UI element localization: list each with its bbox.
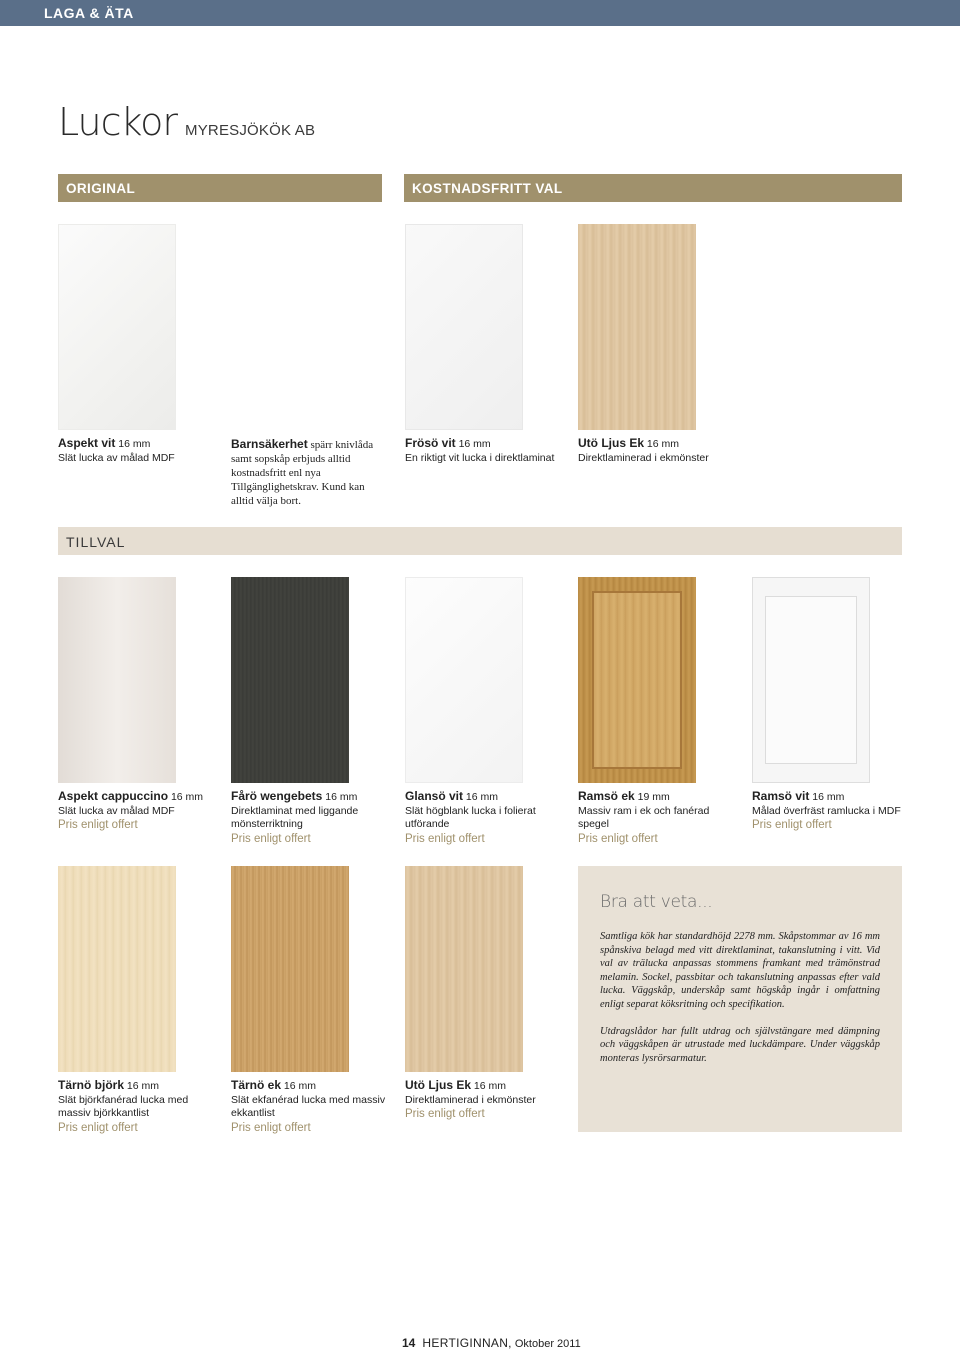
page-number: 14 <box>402 1336 416 1350</box>
door-aspekt-cappuccino <box>58 577 176 783</box>
title-company: MYRESJÖKÖK AB <box>185 122 316 139</box>
caption-tarno-ek: Tärnö ek 16 mm Slät ekfanérad lucka med massiv ekkantlist Pris enligt offert <box>231 1078 386 1134</box>
caption-aspekt-cappuccino: Aspekt cappuccino 16 mm Slät lucka av målad MDF Pris enligt offert <box>58 789 204 831</box>
caption-uto-ljus-ek-2: Utö Ljus Ek 16 mm Direktlaminerad i ekmönster Pris enligt offert <box>405 1078 536 1120</box>
info-paragraph-1: Samtliga kök har standardhöjd 2278 mm. Skåpstommar av 16 mm spånskiva belagd med vitt direktlaminat, takanslutning i vitt. Vid val av trälucka anpassas stommens framkant med trämönstrad melamin. Sockel, passbitar och takanslutning anpassas efter vald lucka. Väggskåp, underskåp samt högskåp ingår i omfattning enligt separat köksritning och specifikation. <box>600 931 880 1010</box>
caption-ramso-ek: Ramsö ek 19 mm Massiv ram i ek och fanérad spegel Pris enligt offert <box>578 789 710 845</box>
free-choice-bar: KOSTNADSFRITT VAL <box>404 174 902 202</box>
caption-froso-vit: Frösö vit 16 mm En riktigt vit lucka i direktlaminat <box>405 436 555 464</box>
caption-aspekt-vit: Aspekt vit 16 mm Slät lucka av målad MDF <box>58 436 175 464</box>
door-aspekt-vit <box>58 224 176 430</box>
title-main: Luckor <box>58 100 178 144</box>
caption-ramso-vit: Ramsö vit 16 mm Målad överfräst ramlucka i MDF Pris enligt offert <box>752 789 901 831</box>
page-title <box>58 100 315 144</box>
door-ramso-vit <box>752 577 870 783</box>
issue-date: Oktober 2011 <box>511 1338 581 1350</box>
caption-uto-ljus-ek: Utö Ljus Ek 16 mm Direktlaminerad i ekmönster <box>578 436 709 464</box>
magazine-name: HERTIGINNAN, <box>422 1336 512 1350</box>
top-section-bar <box>0 0 960 26</box>
section-label: LAGA & ÄTA <box>44 5 134 21</box>
door-ramso-ek <box>578 577 696 783</box>
door-panel <box>594 593 680 767</box>
original-bar: ORIGINAL <box>58 174 382 202</box>
caption-tarno-bjork: Tärnö björk 16 mm Slät björkfanérad lucka med massiv björkkantlist Pris enligt offert <box>58 1078 189 1134</box>
door-panel <box>766 597 856 763</box>
info-heading: Bra att veta... <box>600 892 713 912</box>
door-uto-ljus-ek <box>578 224 696 430</box>
caption-barnsakerhet: Barnsäkerhet spärr knivlåda samt sopskåp erbjuds alltid kostnadsfritt enl nya Tillgänglighetskrav. Kund kan alltid välja bort. <box>231 437 374 507</box>
info-box <box>578 866 902 1132</box>
door-tarno-ek <box>231 866 349 1072</box>
caption-faro-wengebets: Fårö wengebets 16 mm Direktlaminat med liggande mönsterriktning Pris enligt offert <box>231 789 359 845</box>
door-uto-ljus-ek-2 <box>405 866 523 1072</box>
tillval-bar: TILLVAL <box>58 527 902 555</box>
page-footer <box>402 1336 581 1350</box>
door-froso-vit <box>405 224 523 430</box>
caption-glanso-vit: Glansö vit 16 mm Slät högblank lucka i folierat utförande Pris enligt offert <box>405 789 536 845</box>
door-tarno-bjork <box>58 866 176 1072</box>
door-glanso-vit <box>405 577 523 783</box>
info-paragraph-2: Utdragslådor har fullt utdrag och självstängare med dämpning och väggskåpen är utrustade med luckdämpare. Under väggskåp monteras lysrörsarmatur. <box>600 1025 880 1064</box>
door-faro-wengebets <box>231 577 349 783</box>
